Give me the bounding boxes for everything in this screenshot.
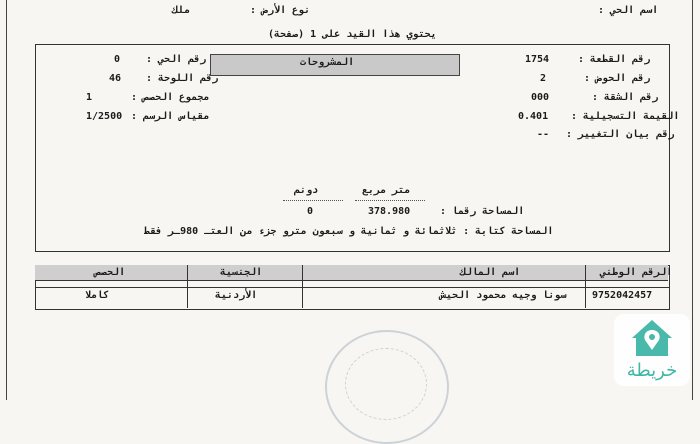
cell-national-id: 9752042457 (592, 290, 653, 301)
col-divider-1 (585, 265, 586, 308)
district-number-label: رقم الحي : (146, 54, 207, 65)
registered-value-label: القيمة التسجيلية : (571, 111, 680, 122)
total-shares-label: مجموع الحصص : (131, 92, 210, 103)
page-frame-right (692, 0, 693, 400)
scale-value: 1/2500 (86, 111, 123, 122)
contains-note: يحتوي هذا القيد على 1 (صفحة) (268, 29, 437, 40)
district-number-value: 0 (114, 54, 121, 65)
area-text-line: المساحة كتابة : ثلاثمائة و ثمانية و سبعون مترو جزء من العتـ 980ـر فقط (144, 226, 554, 237)
apartment-number-value: 000 (531, 92, 550, 103)
parcel-number-value: 1754 (525, 54, 550, 65)
area-numeric-label: المساحة رقما : (440, 206, 525, 217)
area-unit-dunum: دونم (294, 185, 319, 196)
cell-nationality: الأردنية (215, 290, 258, 301)
col-divider-2 (302, 265, 303, 308)
owners-table-header (35, 265, 668, 281)
logo-text: خريطة (626, 360, 678, 381)
header-national-id: الرقم الوطني (600, 267, 673, 278)
dunum-dotted-line (283, 200, 343, 201)
area-dunum-value: 0 (307, 206, 314, 217)
sqm-dotted-line (355, 200, 425, 201)
land-type-value: ملك (172, 5, 191, 16)
official-stamp-inner-ring (345, 348, 427, 420)
area-sqm-value: 378.980 (368, 206, 411, 217)
change-statement-value: -- (537, 129, 550, 140)
land-type-label: نوع الأرض : (250, 5, 311, 16)
total-shares-value: 1 (86, 92, 93, 103)
area-unit-sqm: متر مربع (362, 185, 411, 196)
owners-table-row-divider (35, 287, 669, 288)
col-divider-3 (187, 265, 188, 308)
header-owner-name: اسم المالك (460, 267, 521, 278)
sheet-number-label: رقم اللوحة : (146, 73, 219, 84)
registered-value-value: 0.401 (518, 111, 549, 122)
apartment-number-label: رقم الشقة : (592, 92, 659, 103)
header-shares: الحصص (95, 267, 126, 278)
remarks-label: المشروحات (300, 57, 355, 68)
parcel-number-label: رقم القطعة : (578, 54, 651, 65)
page-frame-left (6, 0, 7, 400)
change-statement-label: رقم بيان التغيير : (566, 129, 675, 140)
cell-owner-name: سونا وجيه محمود الحيش (440, 290, 567, 301)
sheet-number-value: 46 (109, 73, 122, 84)
header-nationality: الجنسية (220, 267, 263, 278)
scale-label: مقياس الرسم : (131, 111, 210, 122)
basin-number-value: 2 (540, 73, 547, 84)
basin-number-label: رقم الحوض : (584, 73, 651, 84)
district-label: اسم الحي : (598, 5, 659, 16)
map-pin-house-icon (614, 314, 690, 364)
cell-shares: كاملا (85, 290, 110, 301)
